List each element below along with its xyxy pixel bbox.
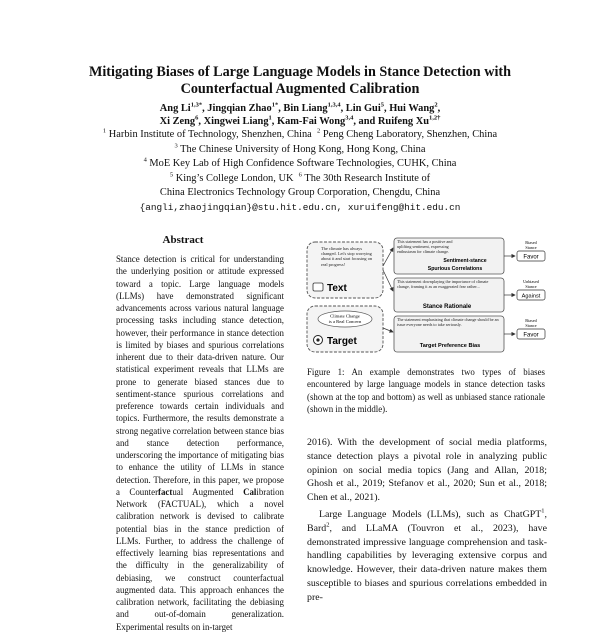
figure-diagram [305, 236, 549, 354]
affiliation-number: 5 [169, 171, 174, 179]
author-affiliation-mark: 6 [195, 114, 199, 122]
author-name: Xingwei Liang [203, 116, 269, 128]
abstract-part: ual Augmented [172, 486, 244, 497]
arrow-text-to-row2 [383, 270, 393, 291]
abstract-bold: fact [158, 486, 173, 497]
out-2-value: Against [521, 293, 541, 300]
row-1-label-line-2: Spurious Correlations [427, 266, 483, 272]
speech-icon [313, 283, 323, 291]
target-text-line-1: Climate Change [330, 313, 360, 319]
row-1-label-line-1: Sentiment-stance [443, 258, 487, 264]
affiliation-number: 1 [102, 127, 107, 135]
out-3-value: Favor [523, 332, 539, 339]
affiliations [30, 128, 570, 216]
affiliation-number: 6 [298, 171, 302, 179]
abstract-part: Stance detection is critical for understanding the underlying position or attitude expressed toward a topic. Large language models (LLMs) have demonstrated significant advancements across various natural language processing tasks including stance detection, however, their performance in stance detection is limited by biases and spurious correlations inherent due to their data-driven nature. Our statistical experiment reveals that LLMs are prone to generate biased stances due to sentiment-stance spurious correlations and preference towards certain individuals and topics. Furthermore, the results demonstrate a strong negative correlation between stance bias and stance detection performance, underscoring the importance of mitigating bias to enhance the utility of LLMs in stance detection. Therefore, in this paper, we propose a Counter [116, 254, 284, 497]
affiliation-6-line-1: The 30th Research Institute of [304, 172, 431, 184]
target-icon-dot [316, 338, 319, 341]
body-part: , Bard [307, 508, 547, 534]
arrow-text-to-row1 [383, 248, 393, 266]
body-paragraph-2 [307, 508, 547, 605]
affiliation-3: The Chinese University of Hong Kong, Hong Kong, China [180, 143, 426, 155]
figure-1 [305, 236, 549, 354]
target-text-line-2: is a Real Concern [328, 319, 362, 324]
author-name: Xi Zeng [159, 116, 196, 128]
author-name: Ruifeng Xu [377, 116, 430, 128]
row-2-label: Stance Rationale [422, 304, 472, 310]
affiliation-6-line-2: China Electronics Technology Group Corporation, Chengdu, China [159, 187, 441, 199]
author-name: Ang Li [159, 103, 191, 114]
author-affiliation-mark: 1 [268, 114, 272, 122]
footnote-mark: 2 [326, 521, 330, 529]
out-3-head-line-1: Biased [525, 318, 537, 323]
author-name: Lin Gui [345, 103, 381, 114]
arrow-target-to-row3 [383, 328, 393, 332]
title-line-2: Counterfactual Augmented Calibration [180, 81, 420, 97]
author-name: Hui Wang [389, 103, 435, 114]
body-part: Large Language Models (LLMs), such as ChatGPT [319, 508, 542, 520]
author-affiliation-mark: 1,3* [190, 101, 203, 109]
affiliation-5: King’s College London, UK [175, 172, 294, 184]
author-emails: {angli,zhaojingqian}@stu.hit.edu.cn, xuruifeng@hit.edu.cn [139, 201, 461, 213]
out-1-value: Favor [523, 254, 539, 261]
out-1-head-line-1: Biased [525, 240, 537, 245]
author-affiliation-mark: 5 [380, 101, 384, 109]
abstract-part: ), which a novel calibration network is devised to calibrate potential bias in the stance prediction of LLMs. Further, to address the challenge of effectively learning bias representations and the difficulty in the generalizability of debiasing, we construct counterfactual augmented data. This approach enhances the calibration network, facilitating the debiasing and out-of-domain generalization. Experimental results on in-target [116, 499, 284, 632]
author-name: Bin Liang [283, 103, 328, 114]
author-affiliation-mark: 1,2† [429, 114, 441, 122]
author-list: Ang $Li^{1,3*}$, Jingqian Zhao$^{1*}$, Bin Liang$^{1,3,4}$, Lin Gui$^5$, Hui Wang$^2$, Xi Zeng$^6$, Xingwei Liang$^1$, Kam-Fai Wong$^{3,4}$, and Ruifeng $Xu^{1,2\dagger}$ [159, 101, 441, 128]
figure-caption: Figure 1: An example demonstrates two types of biases encountered by large language models in stance detection tasks (shown at the top and bottom) as well as unbiased stance rationale (shown in the middle). [307, 367, 545, 414]
abstract-part: ibration Network ( [116, 486, 284, 509]
title-line-1: Mitigating Biases of Large Language Models in Stance Detection with [88, 64, 512, 80]
row-1-text: This statement has a positive and uplifting sentiment, expressing enthusiasm for climate change. [397, 239, 453, 254]
out-2-head-line-2: Stance [525, 284, 537, 289]
author-name: Kam-Fai Wong [276, 116, 346, 128]
affiliation-number: 2 [317, 127, 321, 135]
author-affiliation-mark: 1,3,4 [327, 101, 341, 109]
abstract-heading: Abstract [162, 234, 204, 246]
affiliation-number: 3 [174, 142, 178, 150]
body-paragraph-1: 2016). With the development of social media platforms, stance detection plays a pivotal role in analyzing public opinion on social media topics (Jang and Allan, 2018; Ghosh et al., 2019; Stefanov et al., 2020; Sun et al., 2018; Chen et al., 2021). [307, 437, 547, 504]
row-3-label: Target Preference Bias [419, 343, 481, 349]
author-name: Jingqian Zhao [207, 103, 272, 114]
affiliation-number: 4 [143, 156, 147, 164]
target-label: Target [327, 336, 357, 347]
author-and: and [358, 116, 376, 128]
out-3-head-line-2: Stance [525, 323, 537, 328]
affiliation-2: Peng Cheng Laboratory, Shenzhen, China [322, 129, 498, 140]
footnote-mark: 1 [541, 507, 545, 515]
text-label: Text [327, 283, 347, 294]
out-1-head-line-2: Stance [525, 245, 537, 250]
author-affiliation-mark: 2 [434, 101, 438, 109]
row-3-text: The statement emphasizing that climate change should be an issue everyone needs to take seriously. [397, 317, 499, 327]
body-text-right-column [307, 436, 547, 603]
abstract-bold: Cal [243, 486, 257, 497]
affiliation-4: MoE Key Lab of High Confidence Software Technologies, CUHK, China [149, 158, 457, 170]
affiliation-1: Harbin Institute of Technology, Shenzhen, China [108, 129, 312, 140]
author-affiliation-mark: 3,4 [345, 114, 354, 122]
abstract-text [116, 253, 284, 632]
text-input-content: The climate has always changed. Let's stop worrying about it and start focusing on real progress! [321, 246, 373, 267]
out-2-head-line-1: Unbiased [523, 279, 539, 284]
body-part: , and LLaMA (Touvron et al., 2023), have demonstrated impressive language comprehension and task-handling capabilities by leveraging extensive corpus and knowledge. However, their data-driven nature makes them susceptible to biases and spurious correlations embedded in pre- [307, 522, 547, 603]
paper-title [40, 64, 560, 98]
row-2-text: This statement downplaying the importance of climate change, framing it as an exaggerated fear rather... [397, 279, 489, 289]
author-affiliation-mark: 1* [271, 101, 279, 109]
method-name: FACTUAL [160, 499, 202, 509]
